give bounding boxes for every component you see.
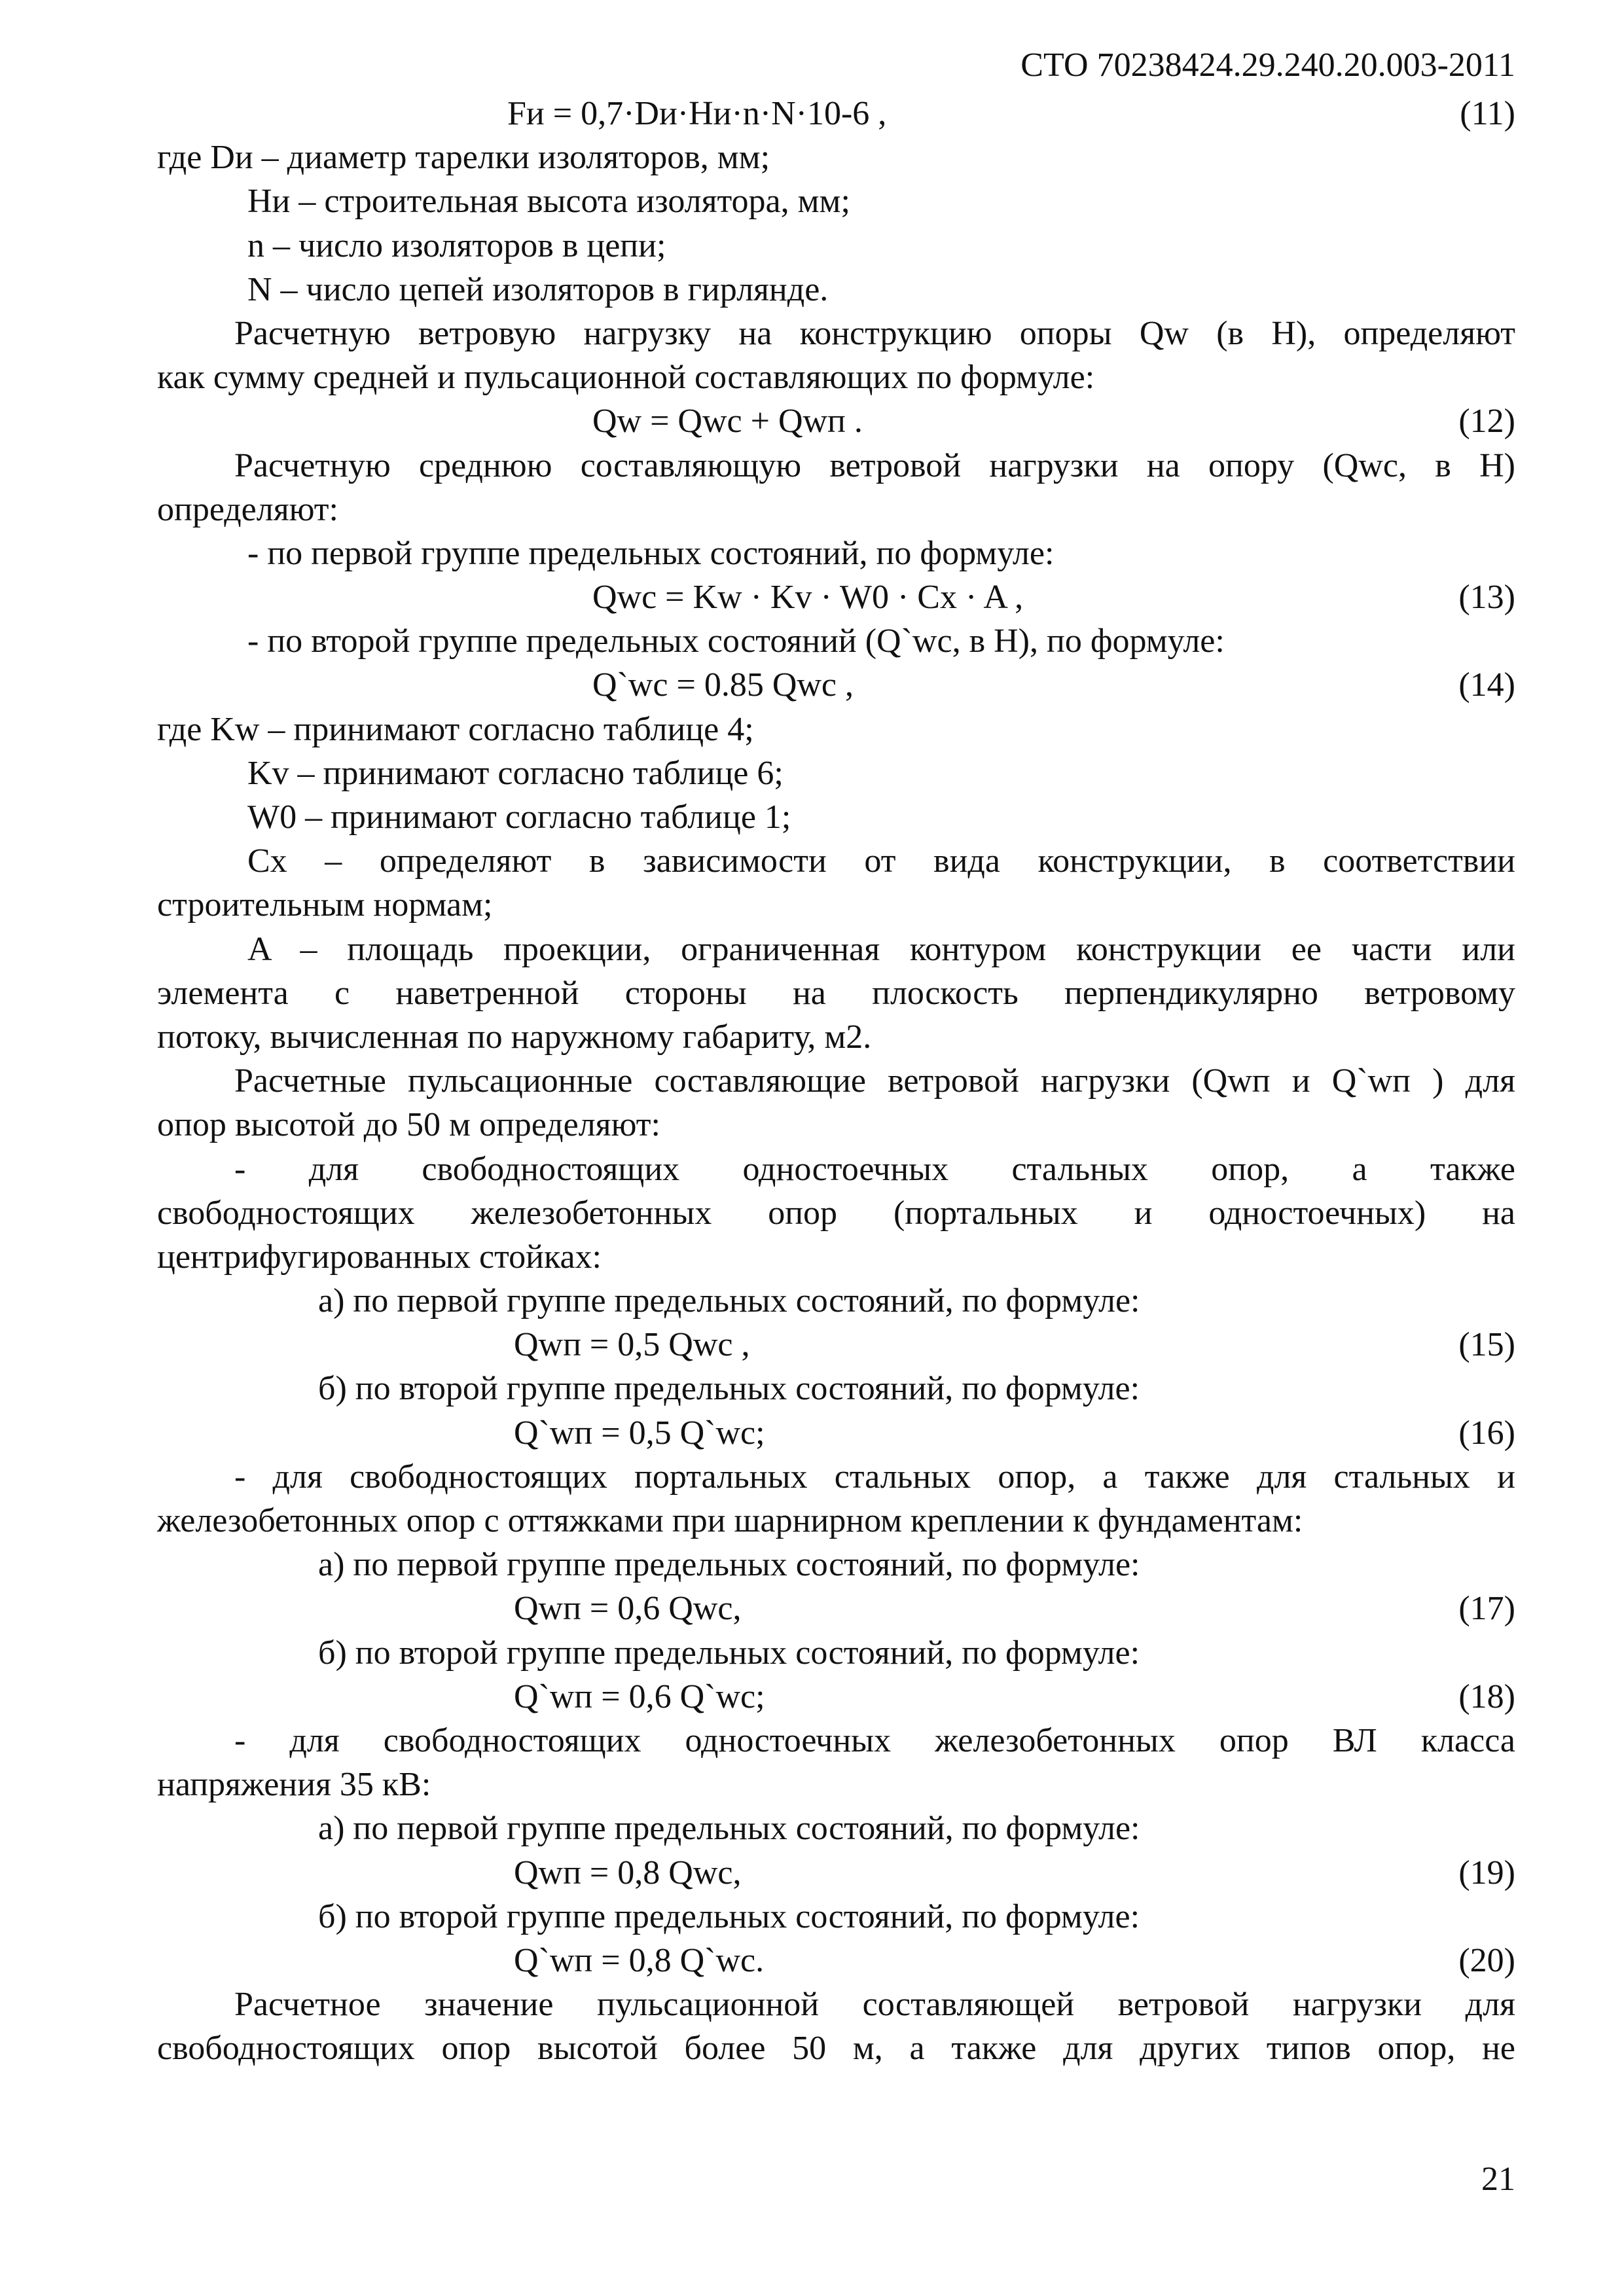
formula: Q`wc = 0.85 Qwc , [592, 666, 854, 704]
text-line: а) по первой группе предельных состояний, по формуле: [318, 1546, 1140, 1584]
text-line: потоку, вычисленная по наружному габариту, м2. [157, 1018, 872, 1056]
formula: Qwп = 0,5 Qwc , [514, 1326, 750, 1364]
text-line: - по первой группе предельных состояний, по формуле: [247, 534, 1055, 572]
text-line: W0 – принимают согласно таблице 1; [247, 798, 791, 836]
formula-line [157, 1675, 1515, 1719]
text-line: железобетонных опор с оттяжками при шарнирном креплении к фундаментам: [157, 1502, 1303, 1539]
formula: Qw = Qwc + Qwп . [592, 403, 863, 440]
formula-line [157, 399, 1515, 443]
document-body [157, 92, 1515, 2070]
text-line: напряжения 35 кВ: [157, 1766, 431, 1804]
text-line: Cx – определяют в зависимости от вида конструкции, в соответствии [247, 842, 1515, 880]
text-line: Kv – принимают согласно таблице 6; [247, 754, 784, 792]
text-line: центрифугированных стойках: [157, 1238, 602, 1276]
formula-line [157, 1323, 1515, 1367]
text-line: - для свободностоящих одностоечных стальных опор, а также [234, 1150, 1515, 1188]
text-line: свободностоящих опор высотой более 50 м, а также для других типов опор, не [157, 2030, 1515, 2068]
text-line: n – число изоляторов в цепи; [247, 226, 666, 264]
formula-number: (19) [1458, 1854, 1515, 1892]
formula-line [157, 92, 1515, 135]
formula: Q`wп = 0,6 Q`wc; [514, 1677, 765, 1715]
formula-line [157, 1587, 1515, 1630]
formula-number: (15) [1458, 1326, 1515, 1364]
text-line: а) по первой группе предельных состояний, по формуле: [318, 1282, 1140, 1320]
text-line: Расчетные пульсационные составляющие ветровой нагрузки (Qwп и Q`wп ) для [234, 1062, 1515, 1100]
formula-line [157, 1851, 1515, 1895]
formula-number: (18) [1458, 1677, 1515, 1715]
document-page [157, 39, 1515, 2070]
text-line: б) по второй группе предельных состояний, по формуле: [318, 1897, 1140, 1935]
text-line: б) по второй группе предельных состояний, по формуле: [318, 1634, 1140, 1672]
formula-line [157, 1939, 1515, 1982]
formula: Qwп = 0,6 Qwc, [514, 1590, 742, 1628]
formula-number: (13) [1458, 579, 1515, 617]
formula-line [157, 575, 1515, 619]
formula: Fи = 0,7·Dи·Hи·n·N·10-6 , [507, 95, 887, 132]
text-line: N – число цепей изоляторов в гирлянде. [247, 270, 829, 308]
formula-number: (14) [1458, 666, 1515, 704]
text-line: где Dи – диаметр тарелки изоляторов, мм; [157, 139, 770, 177]
text-line: Расчетную среднюю составляющую ветровой нагрузки на опору (Qwc, в Н) [234, 446, 1515, 484]
formula-number: (16) [1458, 1414, 1515, 1452]
text-line: свободностоящих железобетонных опор (портальных и одностоечных) на [157, 1194, 1515, 1232]
text-line: - для свободностоящих портальных стальных опор, а также для стальных и [234, 1458, 1515, 1496]
text-line: - по второй группе предельных состояний (Q`wc, в Н), по формуле: [247, 622, 1225, 660]
text-line: A – площадь проекции, ограниченная контуром конструкции ее части или [247, 930, 1515, 968]
document-header: СТО 70238424.29.240.20.003-2011 [1020, 46, 1515, 84]
text-line: Расчетное значение пульсационной составляющей ветровой нагрузки для [234, 1986, 1515, 2024]
text-line: как сумму средней и пульсационной составляющих по формуле: [157, 359, 1095, 397]
formula-number: (11) [1460, 95, 1515, 132]
text-line: строительным нормам; [157, 886, 493, 924]
text-line: элемента с наветренной стороны на плоскость перпендикулярно ветровому [157, 974, 1515, 1012]
text-line: а) по первой группе предельных состояний, по формуле: [318, 1810, 1140, 1848]
formula-number: (20) [1458, 1941, 1515, 1979]
formula-number: (12) [1458, 403, 1515, 440]
text-line: определяют: [157, 490, 338, 528]
formula: Q`wп = 0,5 Q`wc; [514, 1414, 765, 1452]
formula-line [157, 1411, 1515, 1455]
text-line: опор высотой до 50 м определяют: [157, 1106, 660, 1144]
text-line: - для свободностоящих одностоечных железобетонных опор ВЛ класса [234, 1721, 1515, 1759]
formula: Qwc = Kw · Kv · W0 · Cx · A , [592, 579, 1024, 617]
text-line: Hи – строительная высота изолятора, мм; [247, 183, 850, 221]
formula: Qwп = 0,8 Qwc, [514, 1854, 742, 1892]
formula-number: (17) [1458, 1590, 1515, 1628]
text-line: б) по второй группе предельных состояний, по формуле: [318, 1370, 1140, 1408]
text-line: где Kw – принимают согласно таблице 4; [157, 710, 754, 748]
text-line: Расчетную ветровую нагрузку на конструкцию опоры Qw (в Н), определяют [234, 314, 1515, 352]
formula-line [157, 663, 1515, 707]
formula: Q`wп = 0,8 Q`wc. [514, 1941, 765, 1979]
page-number: 21 [1481, 2161, 1515, 2198]
